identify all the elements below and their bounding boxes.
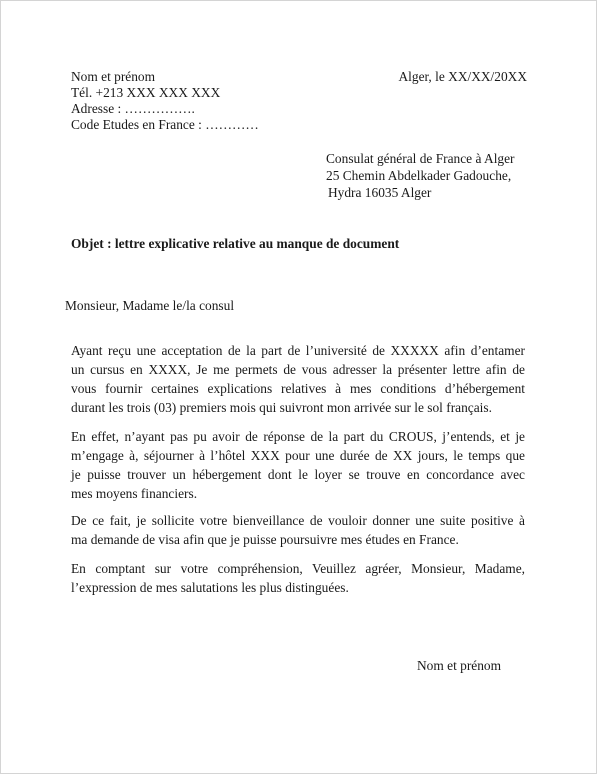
paragraph-line: vous fournir certaines explications relatives à mes conditions d’hébergement bbox=[71, 381, 525, 396]
body-paragraph-3 bbox=[71, 511, 525, 549]
body-paragraph-2 bbox=[71, 427, 525, 503]
sender-phone: Tél. +213 XXX XXX XXX bbox=[71, 85, 221, 100]
sender-code: Code Etudes en France : ………… bbox=[71, 117, 259, 132]
paragraph-line: Ayant reçu une acceptation de la part de l’université de XXXXX afin d’entamer bbox=[71, 343, 525, 358]
sender-address: Adresse : ……………. bbox=[71, 101, 195, 116]
paragraph-line: m’engage à, séjourner à l’hôtel XXX pour une durée de XX jours, le temps que bbox=[71, 448, 525, 463]
recipient-line-1: Consulat général de France à Alger bbox=[326, 151, 515, 166]
paragraph-line: durant les trois (03) premiers mois qui suivront mon arrivée sur le sol français. bbox=[71, 400, 492, 415]
paragraph-line: ma demande de visa afin que je puisse poursuivre mes études en France. bbox=[71, 532, 459, 547]
letter-salutation: Monsieur, Madame le/la consul bbox=[65, 298, 235, 313]
letter-signature: Nom et prénom bbox=[417, 658, 502, 673]
body-paragraph-1 bbox=[71, 341, 525, 417]
letter-subject: Objet : lettre explicative relative au manque de document bbox=[71, 236, 400, 251]
recipient-block bbox=[326, 150, 515, 201]
recipient-line-3: Hydra 16035 Alger bbox=[328, 185, 432, 200]
body-paragraph-4 bbox=[71, 559, 525, 597]
paragraph-line: En comptant sur votre compréhension, Veuillez agréer, Monsieur, Madame, bbox=[71, 561, 525, 576]
paragraph-line: De ce fait, je sollicite votre bienveillance de vouloir donner une suite positive à bbox=[71, 513, 525, 528]
paragraph-line: mes moyens financiers. bbox=[71, 486, 198, 501]
paragraph-line: un cursus en XXXX, Je me permets de vous adresser la présenter lettre afin de bbox=[71, 362, 525, 377]
letter-date: Alger, le XX/XX/20XX bbox=[398, 69, 527, 84]
paragraph-line: En effet, n’ayant pas pu avoir de réponse de la part du CROUS, j’entends, et je bbox=[71, 429, 525, 444]
sender-block bbox=[71, 69, 259, 133]
sender-name: Nom et prénom bbox=[71, 69, 156, 84]
paragraph-line: je puisse trouver un hébergement dont le loyer se trouve en concordance avec bbox=[71, 467, 525, 482]
recipient-line-2: 25 Chemin Abdelkader Gadouche, bbox=[326, 168, 512, 183]
paragraph-line: l’expression de mes salutations les plus distinguées. bbox=[71, 580, 349, 595]
